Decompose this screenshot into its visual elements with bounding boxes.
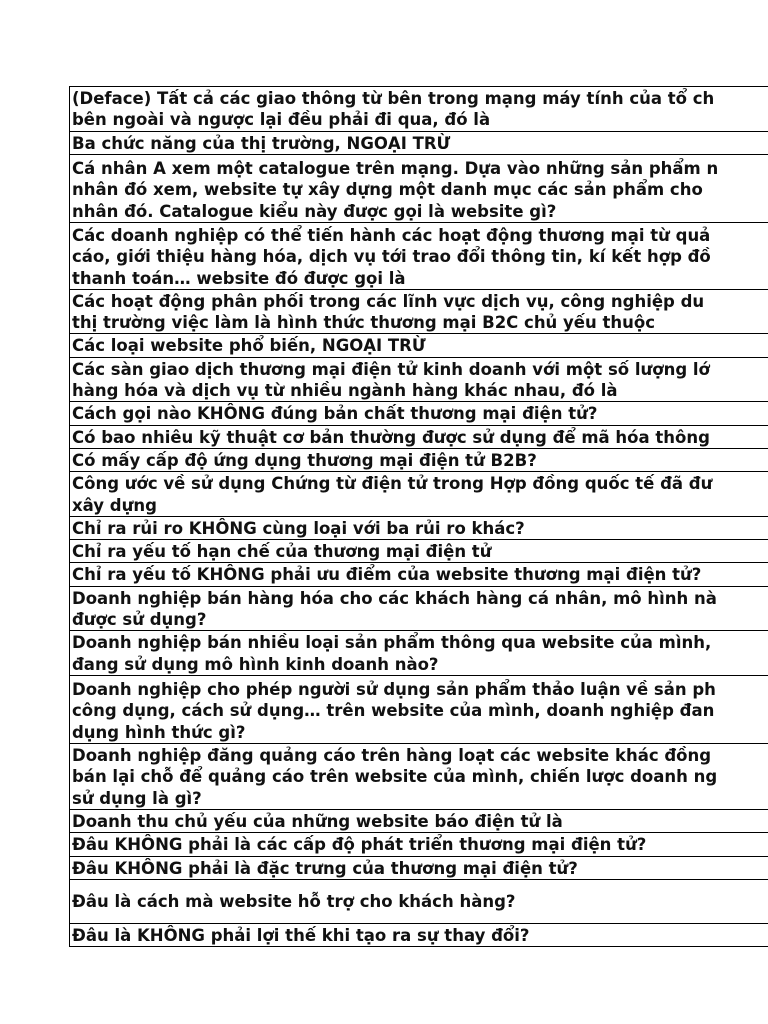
table-row [70, 448, 768, 471]
question-cell[interactable]: Có bao nhiêu kỹ thuật cơ bản thường được sử dụng để mã hóa thông [70, 425, 768, 448]
question-cell[interactable]: Doanh nghiệp cho phép người sử dụng sản phẩm thảo luận về sản ph công dụng, cách sử dụng… trên website của mình, doanh nghiệp đan dụng hình thức gì? [70, 675, 768, 743]
question-cell[interactable]: Chỉ ra rủi ro KHÔNG cùng loại với ba rủi ro khác? [70, 516, 768, 539]
question-cell[interactable]: (Deface) Tất cả các giao thông từ bên trong mạng máy tính của tổ ch bên ngoài và ngược lại đều phải đi qua, đó là [70, 87, 768, 132]
question-cell[interactable]: Các loại website phổ biến, NGOẠI TRỪ [70, 334, 768, 357]
table-row [70, 563, 768, 586]
table-row [70, 923, 768, 946]
question-cell[interactable]: Chỉ ra yếu tố hạn chế của thương mại điện tử [70, 540, 768, 563]
question-table [69, 86, 768, 947]
question-cell[interactable]: Ba chức năng của thị trường, NGOẠI TRỪ [70, 131, 768, 154]
question-cell[interactable]: Các sàn giao dịch thương mại điện tử kinh doanh với một số lượng lớ hàng hóa và dịch vụ từ nhiều ngành hàng khác nhau, đó là [70, 357, 768, 402]
question-cell[interactable]: Cá nhân A xem một catalogue trên mạng. Dựa vào những sản phẩm n nhân đó xem, website tự xây dựng một danh mục các sản phẩm cho nhân đó. Catalogue kiểu này được gọi là website gì? [70, 154, 768, 222]
question-cell[interactable]: Các hoạt động phân phối trong các lĩnh vực dịch vụ, công nghiệp du thị trường việc làm là hình thức thương mại B2C chủ yếu thuộc [70, 289, 768, 334]
table-row [70, 833, 768, 856]
question-cell[interactable]: Các doanh nghiệp có thể tiến hành các hoạt động thương mại từ quả cáo, giới thiệu hàng hóa, dịch vụ tới trao đổi thông tin, kí kết hợp đồ thanh toán… website đó được gọi là [70, 222, 768, 289]
table-row [70, 631, 768, 676]
table-row [70, 472, 768, 517]
table-row [70, 131, 768, 154]
question-cell[interactable]: Cách gọi nào KHÔNG đúng bản chất thương mại điện tử? [70, 402, 768, 425]
question-cell[interactable]: Đâu KHÔNG phải là các cấp độ phát triển thương mại điện tử? [70, 833, 768, 856]
table-row [70, 856, 768, 879]
table-row [70, 809, 768, 832]
question-cell[interactable]: Doanh nghiệp bán nhiều loại sản phẩm thông qua website của mình, đang sử dụng mô hình kinh doanh nào? [70, 631, 768, 676]
table-row [70, 357, 768, 402]
question-cell[interactable]: Đâu là cách mà website hỗ trợ cho khách hàng? [70, 879, 768, 923]
question-cell[interactable]: Chỉ ra yếu tố KHÔNG phải ưu điểm của website thương mại điện tử? [70, 563, 768, 586]
table-row [70, 87, 768, 132]
question-cell[interactable]: Doanh nghiệp bán hàng hóa cho các khách hàng cá nhân, mô hình nà được sử dụng? [70, 586, 768, 631]
table-row [70, 222, 768, 289]
table-row [70, 402, 768, 425]
table-row [70, 425, 768, 448]
question-cell[interactable]: Công ước về sử dụng Chứng từ điện tử trong Hợp đồng quốc tế đã đư xây dựng [70, 472, 768, 517]
table-row [70, 743, 768, 809]
table-row [70, 540, 768, 563]
question-cell[interactable]: Doanh thu chủ yếu của những website báo điện tử là [70, 809, 768, 832]
table-row [70, 675, 768, 743]
question-cell[interactable]: Doanh nghiệp đăng quảng cáo trên hàng loạt các website khác đồng bán lại chỗ để quảng cáo trên website của mình, chiến lược doanh ng sử dụng là gì? [70, 743, 768, 809]
question-cell[interactable]: Đâu là KHÔNG phải lợi thế khi tạo ra sự thay đổi? [70, 923, 768, 946]
table-row [70, 289, 768, 334]
table-row [70, 334, 768, 357]
table-row [70, 879, 768, 923]
table-row [70, 586, 768, 631]
table-row [70, 154, 768, 222]
question-cell[interactable]: Đâu KHÔNG phải là đặc trưng của thương mại điện tử? [70, 856, 768, 879]
question-cell[interactable]: Có mấy cấp độ ứng dụng thương mại điện tử B2B? [70, 448, 768, 471]
table-row [70, 516, 768, 539]
